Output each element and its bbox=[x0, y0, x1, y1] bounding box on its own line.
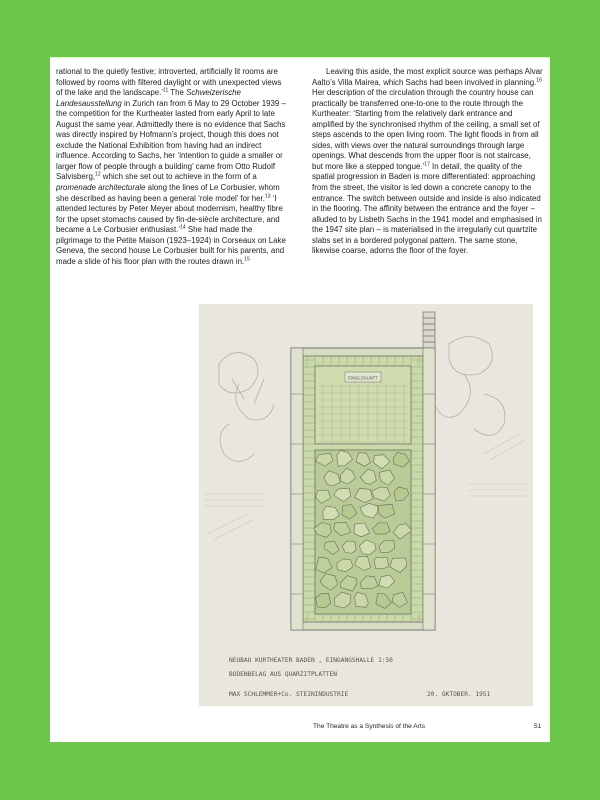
text-run: in Zurich ran from 6 May to 29 October 1939 – the competition for the Kurtheater lasted from early April to late August the same year. Admittedly there is no evidence that Sachs was directly inspired by Hofmann’s project, though this does not exclude the National Exhibition from having had an indirect influence. According to Sachs, her ‘intention to guide a smaller or larger flow of people through a building’ came from Otto Rudolf Salvisberg, bbox=[56, 98, 286, 182]
text-run: She had made the pilgrimage to the Petite Maison (1923–1924) in Corseaux on Lake Geneva, the second house Le Corbusier built for his parents, and made a slide of his floor plan with the routes drawn in. bbox=[56, 225, 286, 266]
footnote-marker: 14 bbox=[180, 224, 186, 231]
book-page bbox=[50, 57, 550, 742]
text-run: rational to the quietly festive; introverted, artificially lit rooms are followed by rooms with filtered daylight or with unexpected views of the lake and the landscape.’ bbox=[56, 67, 282, 98]
footnote-marker: 12 bbox=[95, 171, 101, 178]
text-run: ‘I attended lectures by Peter Meyer about modernism, healthy fibre for the upset stomachs caused by fin-de-siècle architecture, and became a Le Corbusier enthusiast.’ bbox=[56, 193, 283, 235]
text-run: which she set out to achieve in the form of a bbox=[100, 172, 257, 182]
footnote-marker: 15 bbox=[244, 256, 250, 263]
body-paragraph bbox=[312, 67, 544, 257]
text-run: The bbox=[168, 88, 187, 98]
text-run: In detail, the quality of the spatial progression in Baden is more differentiated: approaching from the street, the visitor is led down a concrete canopy to the entrance. The switch between outside and inside is also indicated in the flooring. The affinity between the entrance and the foyer – alluded to by Lisbeth Sachs in the 1941 model and emphasised in the 1947 site plan – is materialised in the irregularly cut quartzite slabs set in a bordered polygonal pattern. The same stone, likewise coarse, adorns the floor of the foyer. bbox=[312, 161, 542, 256]
drawing-caption-title: NEUBAU KURTHEATER BADEN , EINGANGSHALLE 1:50 bbox=[229, 657, 393, 664]
text-run: along the lines of Le Corbusier, whom she described as having been a general ‘role model’ for her. bbox=[56, 183, 280, 203]
drawing-caption-date: 20. OKTOBER. 1951 bbox=[427, 691, 491, 698]
text-column-right bbox=[312, 67, 544, 257]
landing-label: EINGLOSUNTT bbox=[348, 375, 378, 381]
italic-term: Schweizerische Landesausstellung bbox=[56, 88, 241, 108]
body-paragraph bbox=[56, 67, 290, 267]
floor-plan-drawing bbox=[199, 304, 533, 706]
footnote-marker: 16 bbox=[536, 76, 542, 83]
text-run: Her description of the circulation through the country house can practically be transferred one-to-one to the route through the Kurtheater: ‘Starting from the relatively dark entrance and amplified by the synchronised rhythm of the ceiling, a small set of steps ascends to the open living room. The light floods in from all sides, with views over the natural surroundings through large openings. What descends from the upper floor is not staircase, but more like a stepped tongue.’ bbox=[312, 88, 540, 171]
quartzite-slab bbox=[374, 557, 389, 569]
entrance-hall-plan-illustration bbox=[199, 304, 533, 706]
page-number: 51 bbox=[534, 723, 542, 730]
footnote-marker: 17 bbox=[424, 161, 430, 168]
text-run: Leaving this aside, the most explicit source was perhaps Alvar Aalto’s Villa Mairea, which Sachs had been involved in planning. bbox=[312, 67, 543, 87]
drawing-caption-material: BODENBELAG AUS QUARZITPLATTEN bbox=[229, 671, 338, 678]
footnote-marker: 11 bbox=[163, 87, 169, 94]
drawing-caption-firm: MAX SCHLEMMER+Co. STEININDUSTRIE bbox=[229, 691, 349, 698]
text-column-left bbox=[56, 67, 290, 267]
italic-term: promenade architecturale bbox=[56, 183, 146, 193]
footnote-marker: 13 bbox=[264, 192, 271, 199]
running-footer-title: The Theatre as a Synthesis of the Arts bbox=[313, 723, 426, 730]
